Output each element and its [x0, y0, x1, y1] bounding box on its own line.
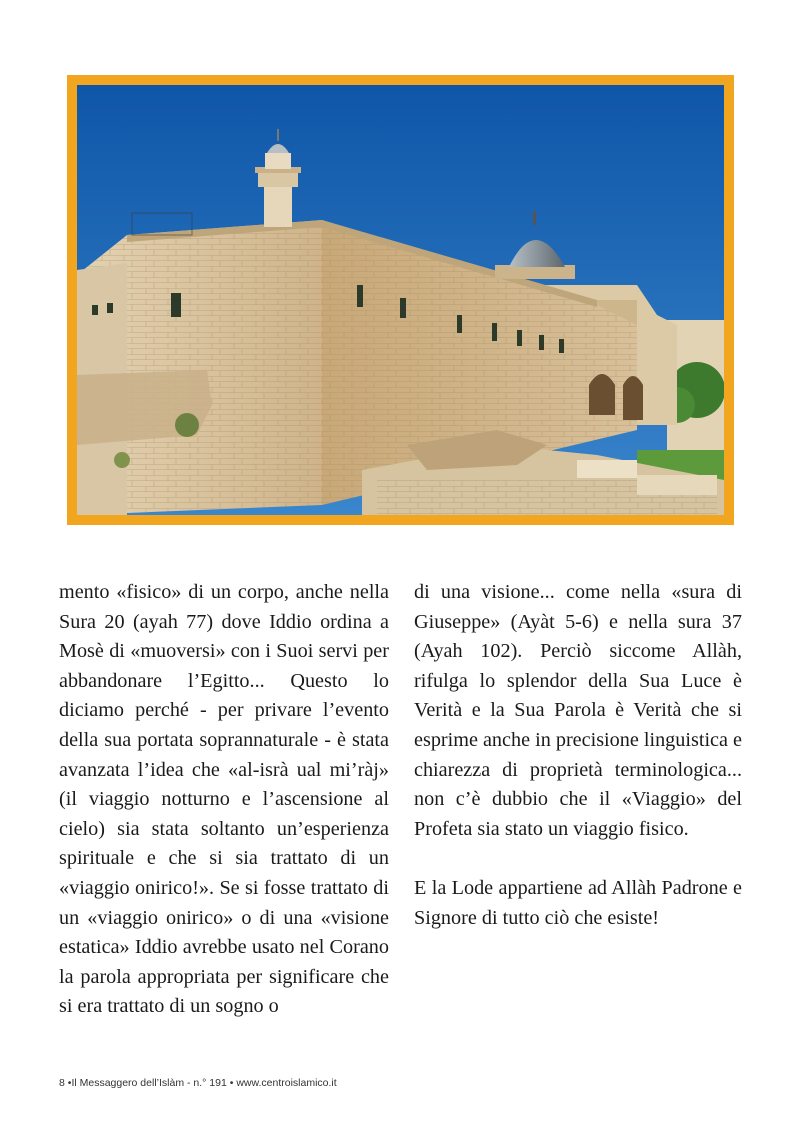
al-aqsa-mosque-photo: [77, 85, 724, 515]
article-paragraph-closing: E la Lode appartiene ad Allàh Padrone e Signore di tutto ciò che esiste!: [414, 876, 742, 929]
website-link[interactable]: www.centroislamico.it: [236, 1077, 337, 1089]
article-paragraph: mento «fisico» di un corpo, anche nella Sura 20 (ayah 77) dove Iddio ordina a Mosè di «muoversi» con i Suoi servi per abbandonare l’Egitto... Questo lo diciamo perché - per privare l’evento della sua portata soprannaturale - è stata avanzata l’idea che «al-isrà ual mi’ràj» (il viaggio notturno e l’ascensione al cielo) sia stata soltanto un’esperienza spirituale e che si sia trattato di un «viaggio onirico!». Se si fosse trattato di un «viaggio onirico» o di una «visione estatica» Iddio avrebbe usato nel Corano la parola appropriata per significare che si era trattato di un sogno o: [59, 581, 389, 1018]
article-paragraph: di una visione... come nella «sura di Giuseppe» (Ayàt 5-6) e nella sura 37 (Ayah 102). Perciò siccome Allàh, rifulga lo splendor della Sua Luce è Verità e la Sua Parola è Verità che si esprime anche in precisione linguistica e chiarezza di proprietà terminologica... non c’è dubbio che il «Viaggio» del Profeta sia stato un viaggio fisico.: [414, 581, 742, 840]
publication-name: •Il Messaggero dell’Islàm - n.° 191 •: [67, 1077, 234, 1089]
page-footer: [59, 1077, 337, 1089]
article-column-left: [59, 578, 389, 1022]
minaret: [264, 185, 292, 227]
photo-frame: [67, 75, 734, 525]
page-number: 8: [59, 1077, 65, 1089]
mosque-illustration: [77, 85, 724, 515]
article-column-right: [414, 578, 742, 933]
